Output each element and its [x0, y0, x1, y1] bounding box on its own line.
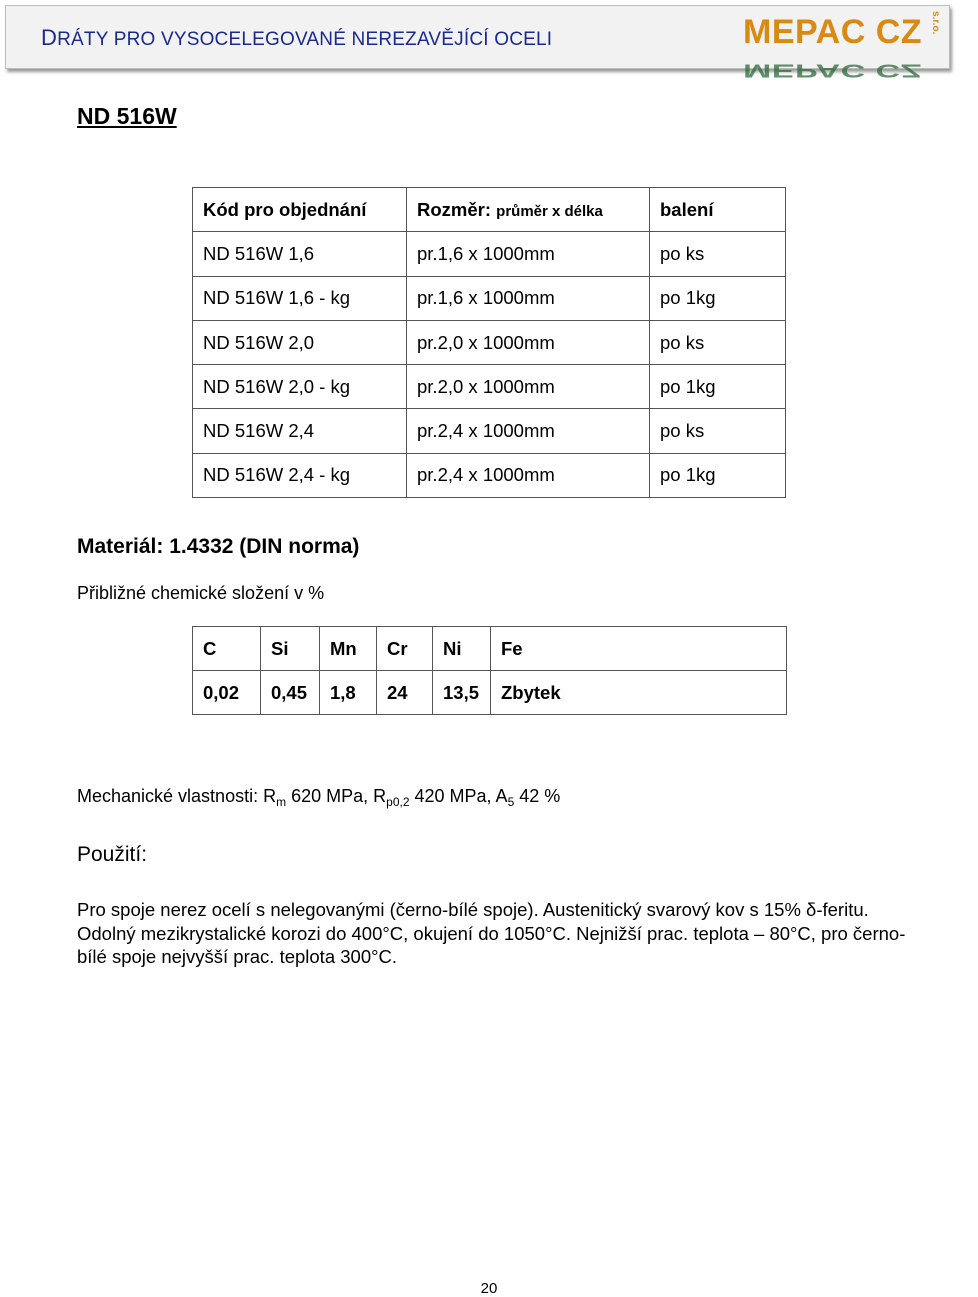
cell-pack: po ks [650, 232, 786, 276]
cell-size: pr.1,6 x 1000mm [407, 276, 650, 320]
table-row [193, 453, 786, 497]
product-title: ND 516W [77, 103, 177, 129]
header-pack: balení [650, 188, 786, 232]
order-table [192, 187, 786, 498]
table-header-row [193, 188, 786, 232]
cell-pack: po 1kg [650, 276, 786, 320]
header-size: Rozměr: průměr x délka [407, 188, 650, 232]
value-cell: 0,45 [261, 671, 320, 715]
value-cell: 1,8 [320, 671, 377, 715]
cell-size: pr.2,0 x 1000mm [407, 320, 650, 364]
cell-pack: po 1kg [650, 365, 786, 409]
element-cell: Fe [491, 627, 787, 671]
cell-size: pr.1,6 x 1000mm [407, 232, 650, 276]
table-row [193, 232, 786, 276]
cell-size: pr.2,4 x 1000mm [407, 453, 650, 497]
chemical-composition-table [192, 626, 787, 715]
value-row [193, 671, 787, 715]
value-cell: 24 [377, 671, 433, 715]
element-cell: Si [261, 627, 320, 671]
table-row [193, 276, 786, 320]
element-cell: Cr [377, 627, 433, 671]
page-header [5, 5, 950, 82]
element-row [193, 627, 787, 671]
element-cell: C [193, 627, 261, 671]
value-cell: 13,5 [433, 671, 491, 715]
mechanical-properties: Mechanické vlastnosti: $R_m$ 620 MPa, $R_{p0,2}$ 420 MPa, $A_5$ 42 % [77, 786, 561, 809]
table-row [193, 409, 786, 453]
element-cell: Mn [320, 627, 377, 671]
cell-size: pr.2,0 x 1000mm [407, 365, 650, 409]
element-cell: Ni [433, 627, 491, 671]
cell-code: ND 516W 2,0 - kg [193, 365, 407, 409]
cell-code: ND 516W 1,6 - kg [193, 276, 407, 320]
cell-code: ND 516W 2,4 [193, 409, 407, 453]
cell-code: ND 516W 2,0 [193, 320, 407, 364]
chemical-composition-intro: Přibližné chemické složení v % [77, 583, 325, 603]
page-number: 20 [480, 1280, 498, 1297]
cell-code: ND 516W 1,6 [193, 232, 407, 276]
logo-reflection: MEPAC CZ [743, 60, 922, 82]
material-heading: Materiál: 1.4332 (DIN norma) [77, 535, 360, 558]
value-cell: Zbytek [491, 671, 787, 715]
table-row [193, 320, 786, 364]
cell-size: pr.2,4 x 1000mm [407, 409, 650, 453]
cell-pack: po ks [650, 320, 786, 364]
company-logo [741, 9, 941, 82]
cell-pack: po 1kg [650, 453, 786, 497]
value-cell: 0,02 [193, 671, 261, 715]
usage-heading: Použití: [77, 843, 148, 866]
cell-pack: po ks [650, 409, 786, 453]
logo-text: MEPAC CZ [743, 13, 923, 51]
logo-suffix: s.r.o. [930, 11, 941, 35]
header-code: Kód pro objednání [193, 188, 407, 232]
header-title: DRÁTY PRO VYSOCELEGOVANÉ NEREZAVĚJÍCÍ OCELI [41, 25, 553, 50]
usage-text: Pro spoje nerez ocelí s nelegovanými (černo-bílé spoje). Austenitický svarový kov s 15% δ-feritu. Odolný mezikrystalické korozi do 400°C, okujení do 1050°C. Nejnižší prac. teplota – 80°C, pro černo-bílé spoje nejvyšší prac. teplota 300°C. [77, 899, 906, 967]
table-row [193, 365, 786, 409]
cell-code: ND 516W 2,4 - kg [193, 453, 407, 497]
